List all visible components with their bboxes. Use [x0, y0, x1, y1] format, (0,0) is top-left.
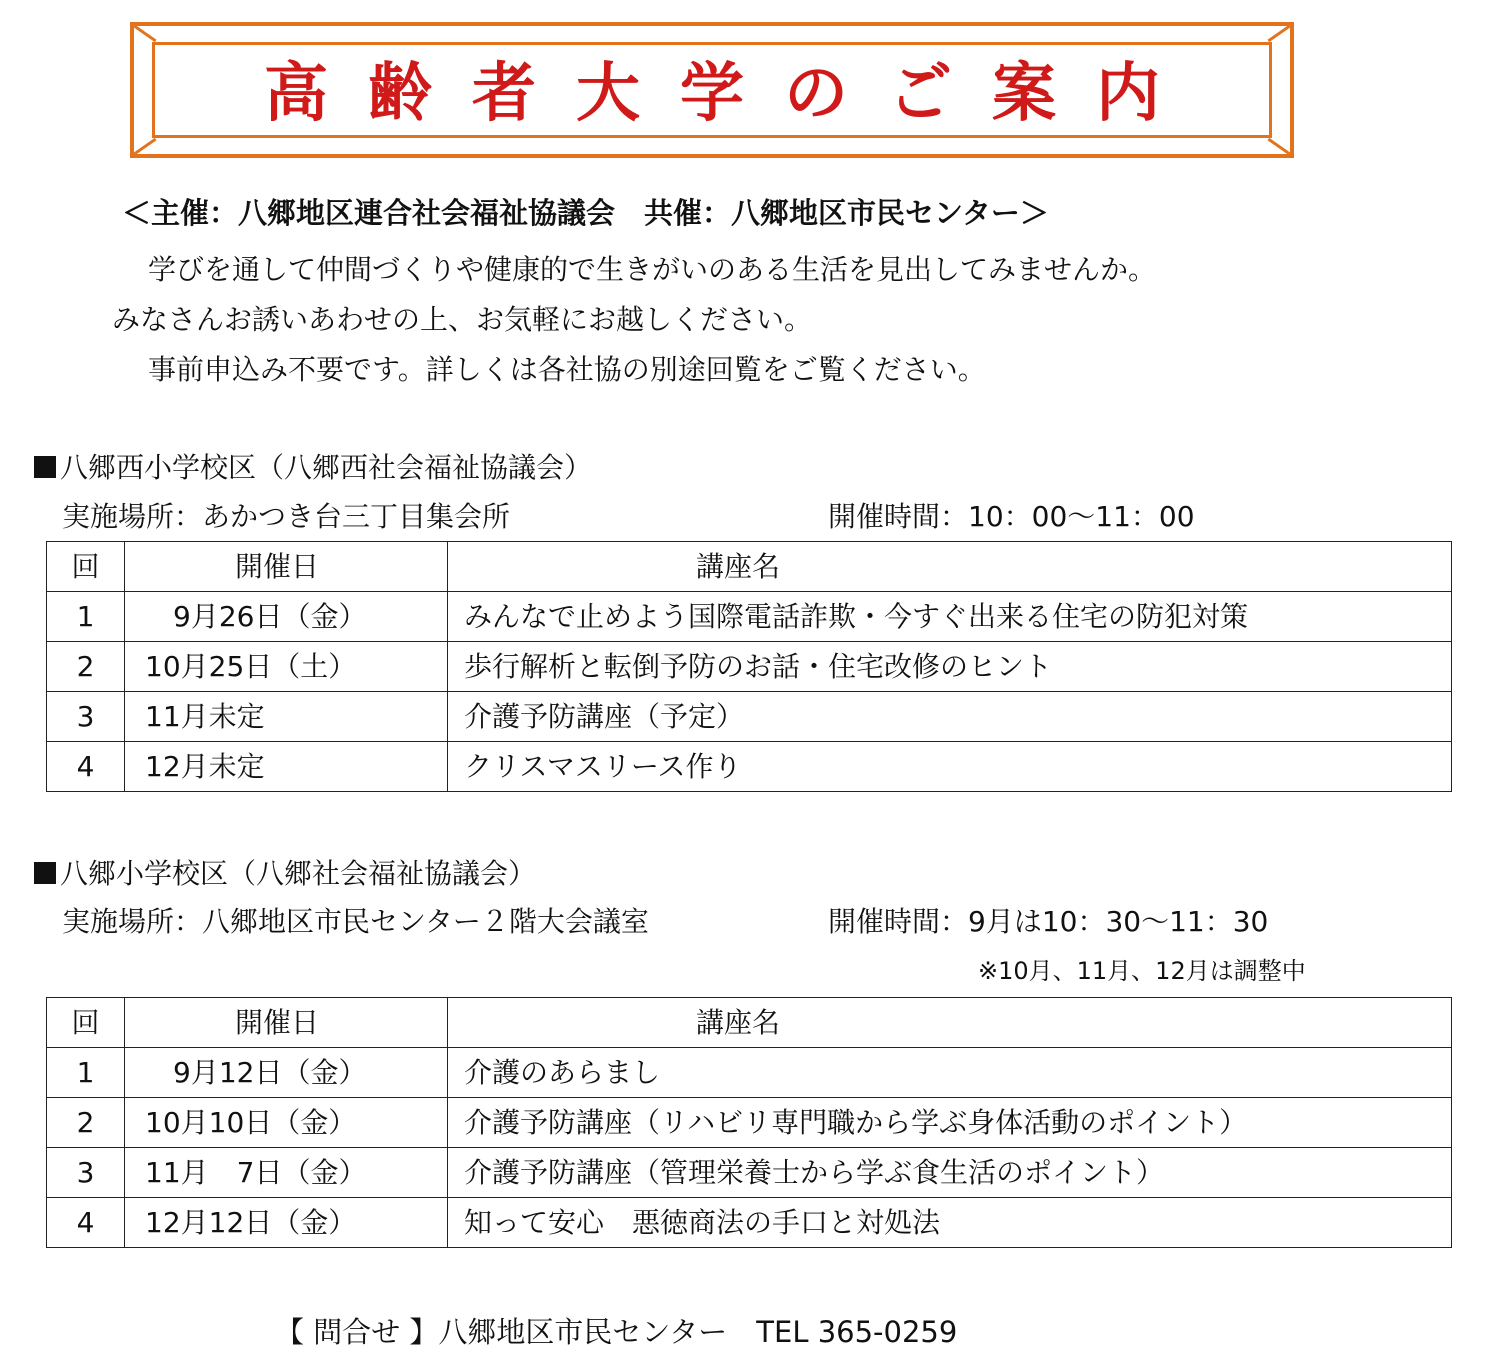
section-title-yasato: 八郷小学校区（八郷社会福祉協議会）	[34, 854, 536, 894]
row-num: 3	[47, 1148, 125, 1198]
header-date: 開催日	[125, 998, 448, 1048]
row-date: 11月 7日（金）	[125, 1148, 448, 1198]
row-name: みんなで止めよう国際電話詐欺・今すぐ出来る住宅の防犯対策	[448, 592, 1452, 642]
row-num: 2	[47, 1098, 125, 1148]
table-row	[47, 1148, 1452, 1198]
time-yasato: 開催時間：9月は10：30～11：30	[828, 905, 1269, 938]
organizer-line: ＜主催：八郷地区連合社会福祉協議会 共催：八郷地区市民センター＞	[122, 196, 1049, 230]
table-header-row	[47, 542, 1452, 592]
row-date: 9月12日（金）	[125, 1048, 448, 1098]
row-name: 知って安心 悪徳商法の手口と対処法	[448, 1198, 1452, 1248]
table-row	[47, 742, 1452, 792]
title-banner	[130, 22, 1294, 158]
square-bullet-icon	[34, 862, 56, 884]
contact-info: 【 問合せ 】八郷地区市民センター TEL 365-0259	[275, 1315, 958, 1349]
time-nishi: 開催時間：10：00～11：00	[828, 500, 1195, 533]
row-num: 1	[47, 592, 125, 642]
schedule-table-yasato	[46, 997, 1452, 1248]
row-date: 12月12日（金）	[125, 1198, 448, 1248]
table-row	[47, 1048, 1452, 1098]
frame-corner-bl	[133, 138, 156, 155]
table-row	[47, 642, 1452, 692]
row-date: 10月10日（金）	[125, 1098, 448, 1148]
section-title-nishi: 八郷西小学校区（八郷西社会福祉協議会）	[34, 448, 592, 488]
row-date: 9月26日（金）	[125, 592, 448, 642]
venue-yasato: 実施場所：八郷地区市民センター２階大会議室	[62, 905, 649, 938]
header-date: 開催日	[125, 542, 448, 592]
table-row	[47, 1198, 1452, 1248]
row-num: 2	[47, 642, 125, 692]
row-num: 1	[47, 1048, 125, 1098]
row-name: 介護予防講座（リハビリ専門職から学ぶ身体活動のポイント）	[448, 1098, 1452, 1148]
row-name: 介護予防講座（予定）	[448, 692, 1452, 742]
row-date: 12月未定	[125, 742, 448, 792]
header-num: 回	[47, 998, 125, 1048]
schedule-table-nishi	[46, 541, 1452, 792]
row-num: 4	[47, 1198, 125, 1248]
frame-corner-tr	[1267, 25, 1290, 42]
intro-line-1: 学びを通して仲間づくりや健康的で生きがいのある生活を見出してみませんか。	[148, 253, 1157, 286]
header-num: 回	[47, 542, 125, 592]
table-row	[47, 1098, 1452, 1148]
table-row	[47, 692, 1452, 742]
table-header-row	[47, 998, 1452, 1048]
row-date: 11月未定	[125, 692, 448, 742]
row-name: 介護のあらまし	[448, 1048, 1452, 1098]
square-bullet-icon	[34, 456, 56, 478]
intro-line-3: 事前申込み不要です。詳しくは各社協の別途回覧をご覧ください。	[148, 353, 986, 386]
table-row	[47, 592, 1452, 642]
intro-line-2: みなさんお誘いあわせの上、お気軽にお越しください。	[112, 303, 813, 336]
page-title: 高齢者大学のご案内	[264, 57, 1200, 131]
schedule-note: ※10月、11月、12月は調整中	[978, 957, 1306, 985]
row-num: 3	[47, 692, 125, 742]
frame-corner-br	[1267, 138, 1290, 155]
header-name: 講座名	[448, 998, 1452, 1048]
row-name: 介護予防講座（管理栄養士から学ぶ食生活のポイント）	[448, 1148, 1452, 1198]
row-date: 10月25日（土）	[125, 642, 448, 692]
frame-corner-tl	[133, 25, 156, 42]
row-num: 4	[47, 742, 125, 792]
header-name: 講座名	[448, 542, 1452, 592]
row-name: クリスマスリース作り	[448, 742, 1452, 792]
venue-nishi: 実施場所：あかつき台三丁目集会所	[62, 500, 511, 533]
row-name: 歩行解析と転倒予防のお話・住宅改修のヒント	[448, 642, 1452, 692]
